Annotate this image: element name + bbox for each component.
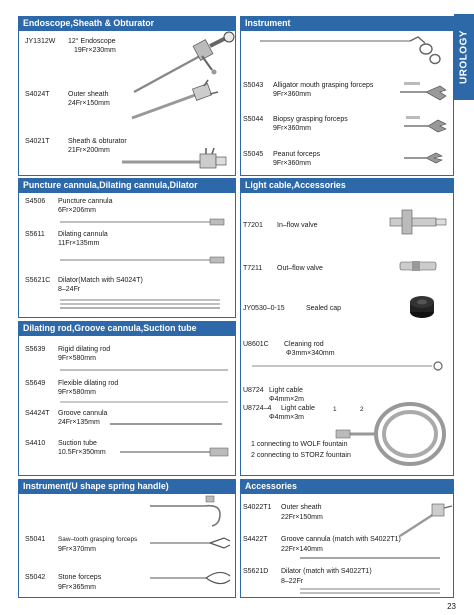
item-name: Dilating cannula xyxy=(58,231,108,238)
item-name: Outer sheath xyxy=(68,91,109,98)
peanut-forceps-tip-image xyxy=(404,148,450,168)
item-code: S5041 xyxy=(25,536,46,543)
item-code: S5621D xyxy=(243,568,269,575)
item-code: U8601C xyxy=(243,341,269,348)
item-name: Dilator(Match with S4024T) xyxy=(58,277,143,284)
item-spec: 22Fr×140mm xyxy=(281,546,323,553)
item-name: Dilator (match with S4022T1) xyxy=(281,568,372,575)
cable-note: 2 connecting to STORZ fountain xyxy=(251,452,351,459)
item-code: S5621C xyxy=(25,277,51,284)
cable-end-label: 1 xyxy=(333,406,337,413)
item-code: S5639 xyxy=(25,346,46,353)
item-name: Puncture cannula xyxy=(58,198,113,205)
sealed-cap-image xyxy=(408,294,438,320)
item-name: In–flow valve xyxy=(277,222,318,229)
item-name: Groove cannula xyxy=(58,410,108,417)
item-name: Peanut forceps xyxy=(273,151,321,158)
item-name: Out–flow valve xyxy=(277,265,323,272)
cable-end-label: 2 xyxy=(360,406,364,413)
item-spec: Φ4mm×2m xyxy=(269,396,304,403)
groove-cannula-22fr-image xyxy=(300,554,450,562)
outflow-valve-image xyxy=(398,258,440,274)
biopsy-forceps-tip-image xyxy=(404,112,450,136)
item-spec: 9Fr×360mm xyxy=(273,91,311,98)
item-name: Alligator mouth grasping forceps xyxy=(273,82,374,89)
item-code: JY0530–0-15 xyxy=(243,305,285,312)
outer-sheath-22fr-image xyxy=(400,498,454,538)
item-name: Flexible dilating rod xyxy=(58,380,119,387)
item-name: Rigid dilating rod xyxy=(58,346,111,353)
instrument-forceps-image xyxy=(260,35,440,65)
dilator-22fr-image xyxy=(300,586,450,596)
item-name: Biopsy grasping forceps xyxy=(273,116,348,123)
section-header-dilating: Dilating rod,Groove cannula,Suction tube xyxy=(18,321,236,335)
section-header-instrument: Instrument xyxy=(240,16,454,30)
stone-forceps-tip-image xyxy=(150,570,232,586)
item-code: U8724–4 xyxy=(243,405,272,412)
item-spec: 8–24Fr xyxy=(58,286,81,293)
section-header-spring: Instrument(U shape spring handle) xyxy=(18,479,236,493)
item-spec: 9Fr×370mm xyxy=(58,546,96,553)
item-code: S5045 xyxy=(243,151,264,158)
page-number: 23 xyxy=(447,602,456,611)
flexible-dilating-rod-image xyxy=(60,398,235,406)
item-spec: 11Fr×135mm xyxy=(58,240,100,247)
item-code: S4021T xyxy=(25,138,50,145)
section-header-accessories: Accessories xyxy=(240,479,454,493)
item-name: Sealed cap xyxy=(306,305,342,312)
item-spec: 10.5Fr×350mm xyxy=(58,449,106,456)
alligator-forceps-tip-image xyxy=(400,74,450,102)
puncture-cannula-image xyxy=(60,218,235,226)
item-code: S4506 xyxy=(25,198,46,205)
item-code: S4410 xyxy=(25,440,46,447)
outer-sheath-image xyxy=(130,80,230,120)
section-header-puncture: Puncture cannula,Dilating cannula,Dilator xyxy=(18,178,236,192)
item-spec: Φ4mm×3m xyxy=(269,414,304,421)
item-name: Light cable xyxy=(281,405,315,412)
cleaning-rod-image xyxy=(252,360,448,372)
item-spec: 9Fr×360mm xyxy=(273,125,311,132)
urology-side-tab xyxy=(454,14,474,100)
dilator-set-image xyxy=(60,297,235,313)
item-spec: 19Fr×230mm xyxy=(74,47,116,54)
item-code: S5042 xyxy=(25,574,46,581)
item-spec: 9Fr×580mm xyxy=(58,389,96,396)
sheath-obturator-image xyxy=(120,148,232,172)
item-spec: 9Fr×580mm xyxy=(58,355,96,362)
item-spec: 8–22Fr xyxy=(281,578,304,585)
item-name: 12° Endoscope xyxy=(68,38,116,45)
dilating-cannula-image xyxy=(60,256,235,264)
saw-tooth-forceps-tip-image xyxy=(150,536,232,550)
item-code: U8724 xyxy=(243,387,264,394)
item-spec: 24Fr×150mm xyxy=(68,100,110,107)
item-spec: 24Fr×135mm xyxy=(58,419,100,426)
item-code: S4024T xyxy=(25,91,50,98)
item-code: S4022T1 xyxy=(243,504,272,511)
section-header-endoscope: Endoscope,Sheath & Obturator xyxy=(18,16,236,30)
item-code: S5649 xyxy=(25,380,46,387)
item-spec: 22Fr×150mm xyxy=(281,514,323,521)
item-spec: 6Fr×206mm xyxy=(58,207,96,214)
item-name: Saw–tooth grasping forceps xyxy=(58,536,138,543)
item-code: S5611 xyxy=(25,231,45,238)
item-name: Groove cannula (match with S4022T1) xyxy=(281,536,401,543)
item-name: Sheath & obturator xyxy=(68,138,127,145)
item-name: Light cable xyxy=(269,387,303,394)
item-spec: Φ3mm×340mm xyxy=(286,350,335,357)
item-name: Stone forceps xyxy=(58,574,102,581)
side-tab-label: UROLOGY xyxy=(458,29,470,85)
item-code: S4424T xyxy=(25,410,50,417)
item-spec: 9Fr×365mm xyxy=(58,584,96,591)
item-code: T7211 xyxy=(243,265,263,272)
suction-tube-image xyxy=(120,446,234,458)
item-code: JY1312W xyxy=(25,38,56,45)
item-spec: 9Fr×360mm xyxy=(273,160,311,167)
section-header-light: Light cable,Accessories xyxy=(240,178,454,192)
item-name: Outer sheath xyxy=(281,504,322,511)
rigid-dilating-rod-image xyxy=(60,366,235,374)
cable-note: 1 connecting to WOLF fountain xyxy=(251,441,348,448)
inflow-valve-image xyxy=(384,208,450,236)
item-code: S5044 xyxy=(243,116,264,123)
item-code: S5043 xyxy=(243,82,264,89)
item-name: Suction tube xyxy=(58,440,97,447)
item-name: Cleaning rod xyxy=(284,341,324,348)
item-spec: 21Fr×200mm xyxy=(68,147,110,154)
item-code: T7201 xyxy=(243,222,263,229)
spring-handle-image xyxy=(150,494,234,534)
groove-cannula-image xyxy=(110,420,234,428)
item-code: S4422T xyxy=(243,536,268,543)
